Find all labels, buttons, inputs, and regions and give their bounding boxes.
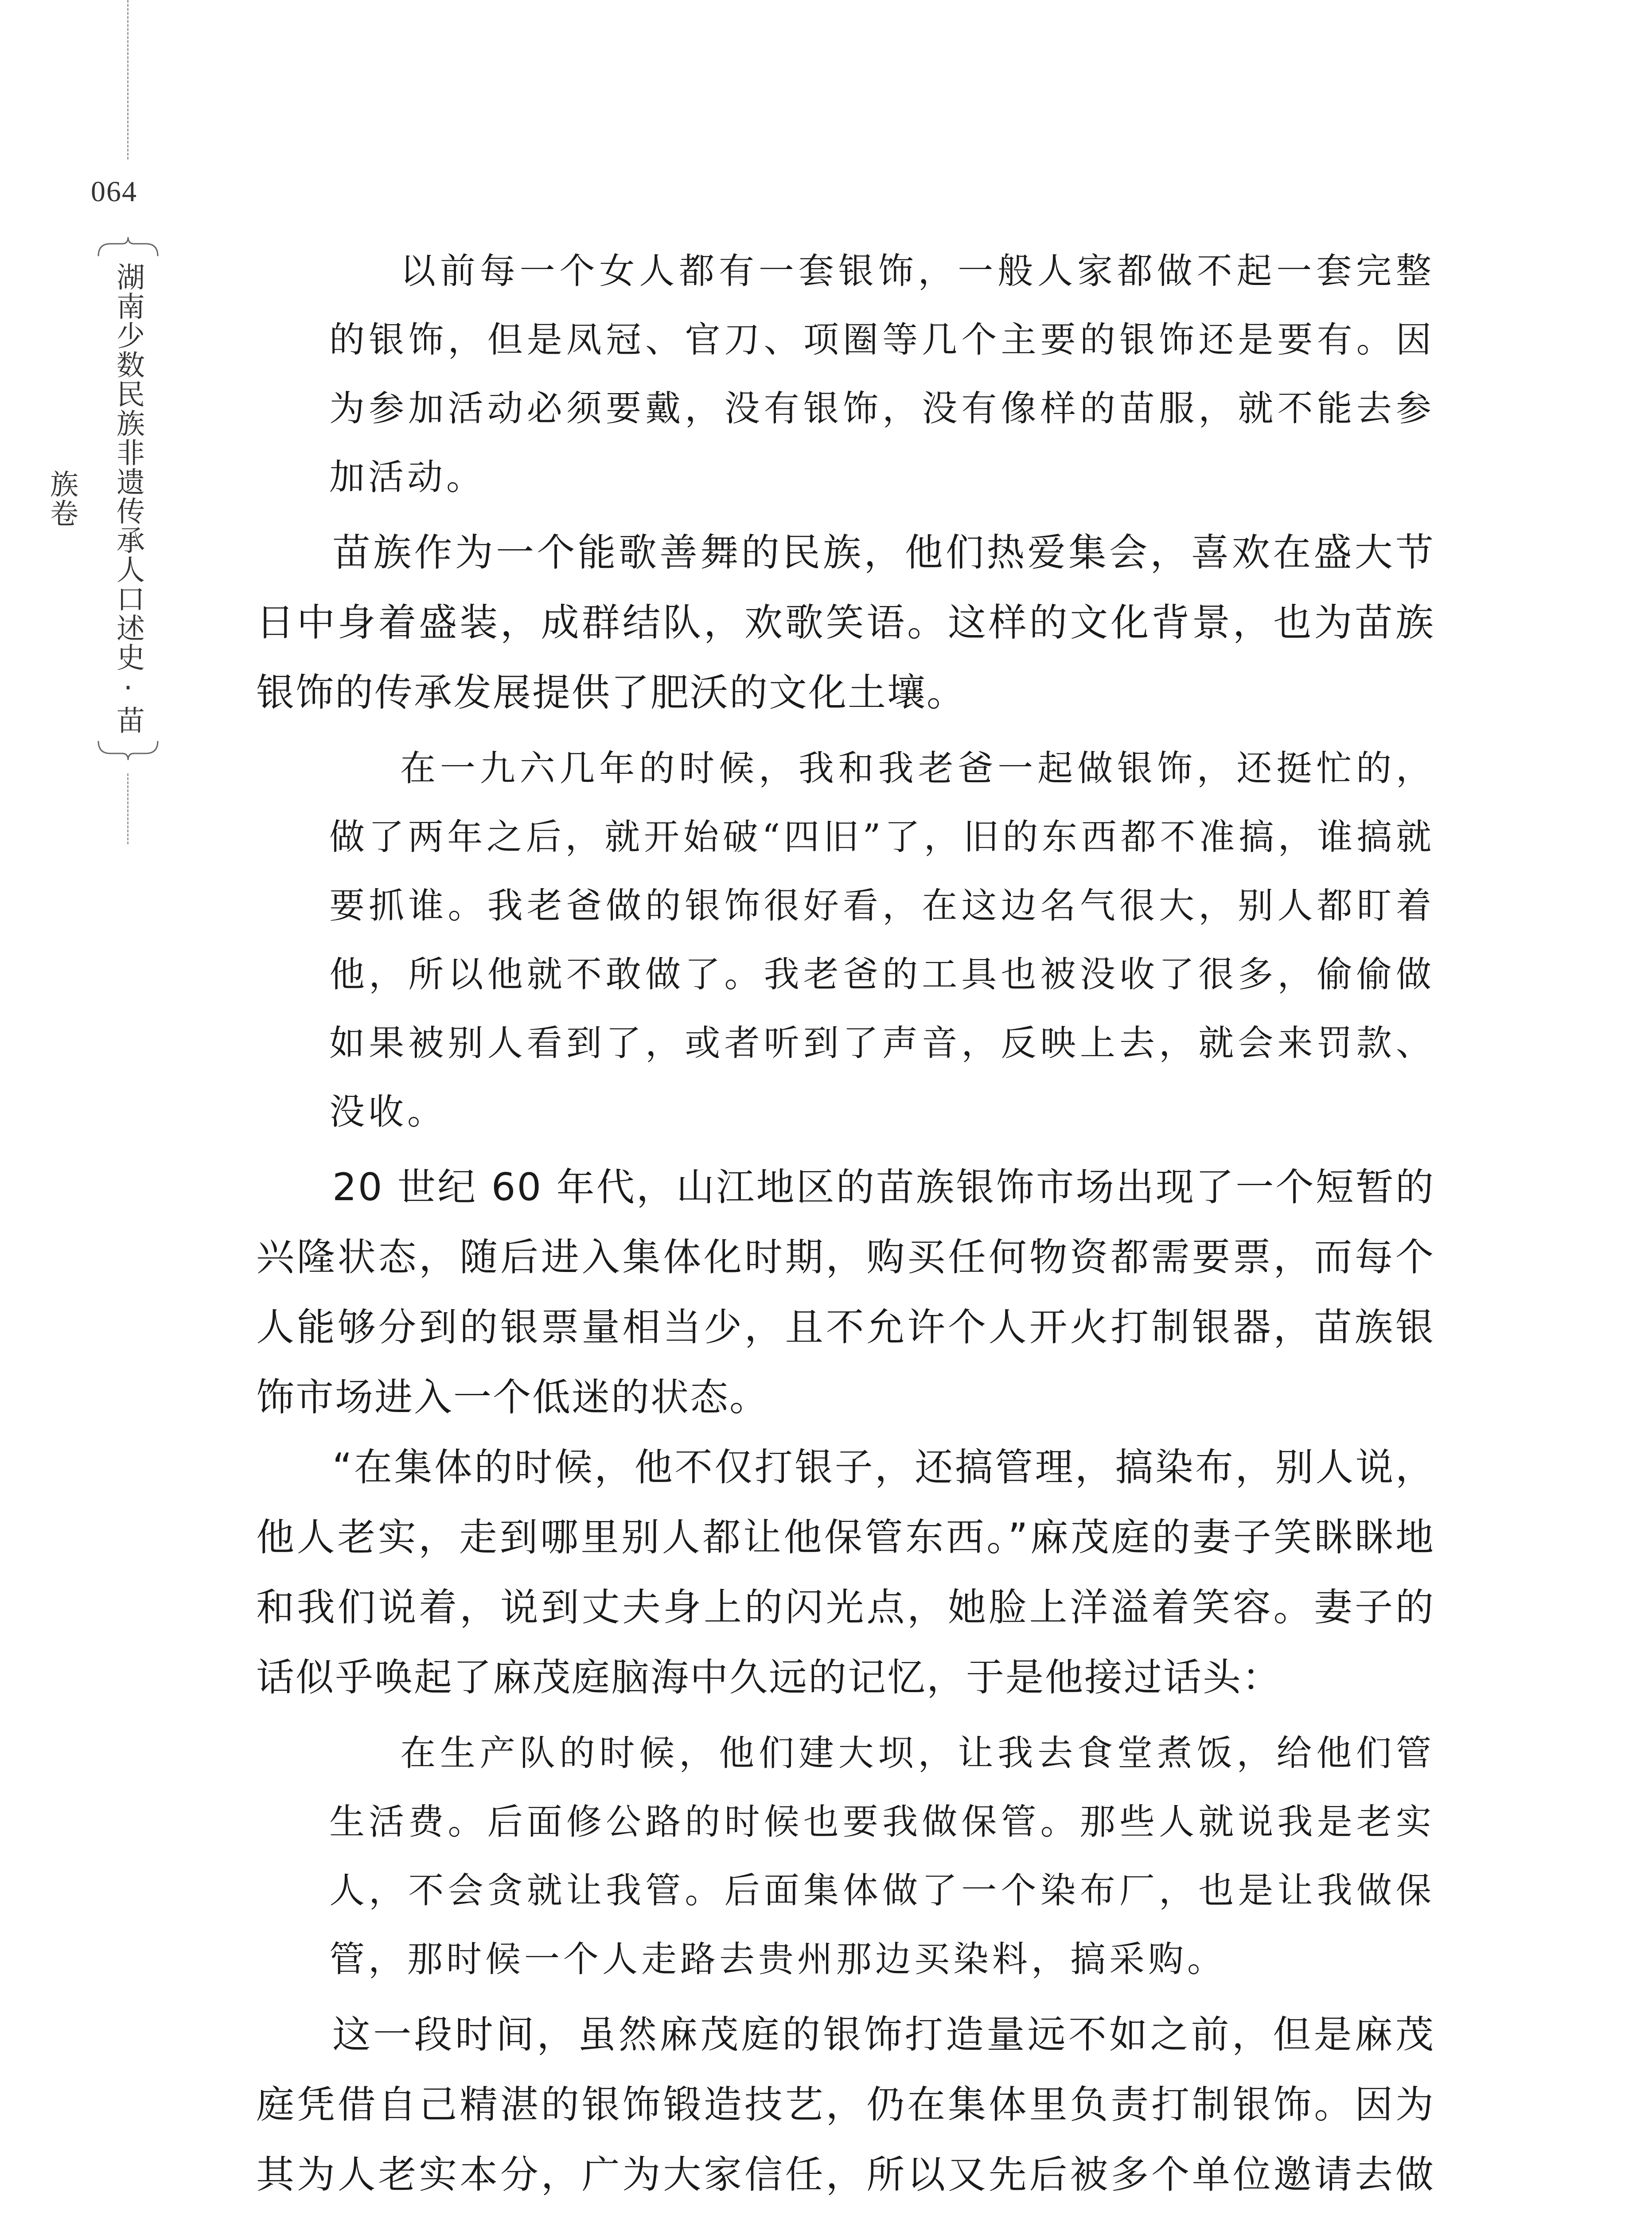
body-text	[256, 230, 1435, 2216]
bracket-bottom-ornament	[95, 740, 161, 762]
running-title: 湖南少数民族非遗传承人口述史·苗族卷	[45, 262, 144, 735]
page-number: 064	[91, 176, 137, 208]
paragraph: 这一段时间，虽然麻茂庭的银饰打造量远不如之前，但是麻茂庭凭借自己精湛的银饰锻造技艺，仍在集体里负责打制银饰。因为其为人老实本分，广为大家信任，所以又先后被多个单位邀请去做	[256, 2013, 1435, 2197]
running-title-box	[45, 235, 161, 762]
quote-paragraph: 在一九六几年的时候，我和我老爸一起做银饰，还挺忙的，做了两年之后，就开始破“四旧”了，旧的东西都不准搞，谁搞就要抓谁。我老爸做的银饰很好看，在这边名气很大，别人都盯着他，所以他就不敢做了。我老爸的工具也被没收了很多，偷偷做如果被别人看到了，或者听到了声音，反映上去，就会来罚款、没收。	[329, 748, 1435, 1132]
quote-paragraph: 以前每一个女人都有一套银饰，一般人家都做不起一套完整的银饰，但是凤冠、官刀、项圈等几个主要的银饰还是要有。因为参加活动必须要戴，没有银饰，没有像样的苗服，就不能去参加活动。	[329, 250, 1435, 498]
paragraph: “在集体的时候，他不仅打银子，还搞管理，搞染布，别人说，他人老实，走到哪里别人都让他保管东西。”麻茂庭的妻子笑眯眯地和我们说着，说到丈夫身上的闪光点，她脸上洋溢着笑容。妻子的话似乎唤起了麻茂庭脑海中久远的记忆，于是他接过话头：	[256, 1445, 1435, 1700]
paragraph: 苗族作为一个能歌善舞的民族，他们热爱集会，喜欢在盛大节日中身着盛装，成群结队，欢歌笑语。这样的文化背景，也为苗族银饰的传承发展提供了肥沃的文化土壤。	[256, 531, 1435, 715]
quote-paragraph: 在生产队的时候，他们建大坝，让我去食堂煮饭，给他们管生活费。后面修公路的时候也要我做保管。那些人就说我是老实人，不会贪就让我管。后面集体做了一个染布厂，也是让我做保管，那时候一个人走路去贵州那边买染料，搞采购。	[329, 1732, 1435, 1980]
bracket-top-ornament	[95, 235, 161, 257]
margin-dashed-rule-top	[127, 0, 129, 160]
margin-dashed-rule-bottom	[127, 773, 129, 844]
paragraph: 20 世纪 60 年代，山江地区的苗族银饰市场出现了一个短暂的兴隆状态，随后进入集体化时期，购买任何物资都需要票，而每个人能够分到的银票量相当少，且不允许个人开火打制银器，苗族银饰市场进入一个低迷的状态。	[256, 1165, 1435, 1420]
